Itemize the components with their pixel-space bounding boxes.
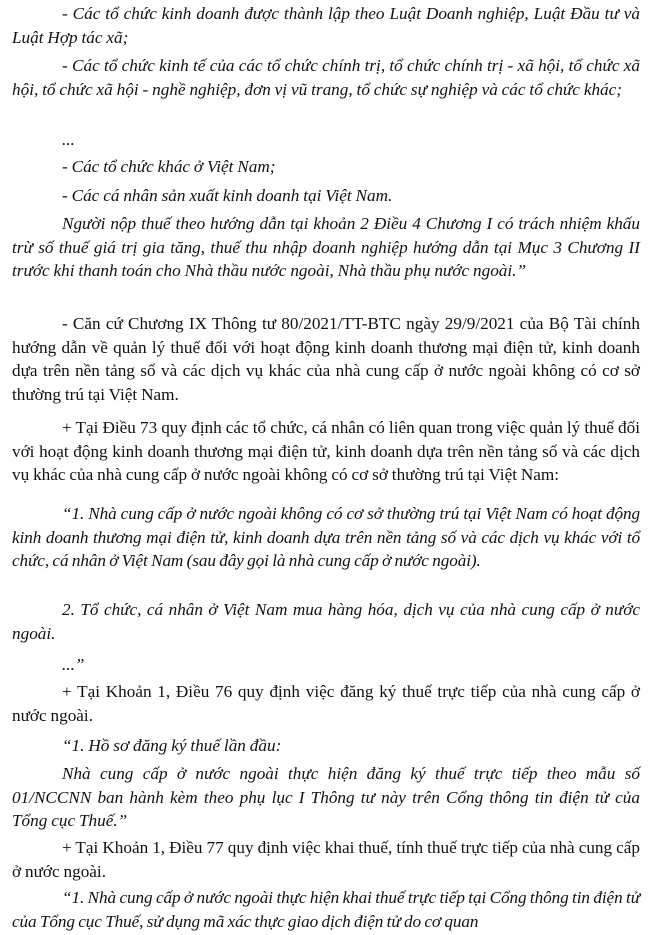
paragraph: + Tại Khoản 1, Điều 77 quy định việc khai thuế, tính thuế trực tiếp của nhà cung cấp ở nước ngoài.	[12, 838, 640, 881]
paragraph: - Các tổ chức kinh doanh được thành lập theo Luật Doanh nghiệp, Luật Đầu tư và Luật Hợp tác xã;	[12, 4, 640, 47]
paragraph: + Tại Khoản 1, Điều 76 quy định việc đăng ký thuế trực tiếp của nhà cung cấp ở nước ngoài.	[12, 682, 640, 725]
paragraph: Người nộp thuế theo hướng dẫn tại khoản 2 Điều 4 Chương I có trách nhiệm khấu trừ số thuế giá trị gia tăng, thuế thu nhập doanh nghiệp hướng dẫn tại Mục 3 Chương II trước khi thanh toán cho Nhà thầu nước ngoài, Nhà thầu phụ nước ngoài.”	[12, 214, 640, 281]
paragraph: 2. Tổ chức, cá nhân ở Việt Nam mua hàng hóa, dịch vụ của nhà cung cấp ở nước ngoài.	[12, 600, 640, 643]
paragraph: - Các tổ chức khác ở Việt Nam;	[62, 157, 276, 176]
paragraph: ...”	[62, 655, 85, 674]
paragraph: - Các cá nhân sản xuất kinh doanh tại Việt Nam.	[62, 186, 393, 205]
paragraph: - Các tổ chức kinh tế của các tổ chức chính trị, tổ chức chính trị - xã hội, tổ chức xã hội, tổ chức xã hội - nghề nghiệp, đơn vị vũ trang, tổ chức sự nghiệp và các tổ chức khác;	[12, 56, 640, 99]
paragraph: “1. Nhà cung cấp ở nước ngoài không có cơ sở thường trú tại Việt Nam có hoạt động kinh doanh thương mại điện tử, kinh doanh dựa trên nền tảng số và các dịch vụ khác với tổ chức, cá nhân ở Việt Nam (sau đây gọi là nhà cung cấp ở nước ngoài).	[12, 504, 640, 571]
paragraph: Nhà cung cấp ở nước ngoài thực hiện đăng ký thuế trực tiếp theo mẫu số 01/NCCNN ban hành kèm theo phụ lục I Thông tư này trên Cổng thông tin điện tử của Tổng cục Thuế.”	[12, 764, 640, 831]
paragraph: “1. Hồ sơ đăng ký thuế lần đầu:	[62, 736, 282, 755]
paragraph: “1. Nhà cung cấp ở nước ngoài thực hiện khai thuế trực tiếp tại Cổng thông tin điện tử của Tổng cục Thuế, sử dụng mã xác thực giao dịch điện tử do cơ quan	[12, 888, 640, 931]
paragraph: + Tại Điều 73 quy định các tổ chức, cá nhân có liên quan trong việc quản lý thuế đối với hoạt động kinh doanh thương mại điện tử, kinh doanh dựa trên nền tảng số và các dịch vụ khác của nhà cung cấp ở nước ngoài không có cơ sở thường trú tại Việt Nam:	[12, 418, 640, 485]
paragraph: ...	[62, 130, 75, 149]
paragraph: - Căn cứ Chương IX Thông tư 80/2021/TT-BTC ngày 29/9/2021 của Bộ Tài chính hướng dẫn về quản lý thuế đối với hoạt động kinh doanh thương mại điện tử, kinh doanh dựa trên nền tảng số và các dịch vụ khác của nhà cung cấp ở nước ngoài không có cơ sở thường trú tại Việt Nam.	[12, 314, 640, 404]
